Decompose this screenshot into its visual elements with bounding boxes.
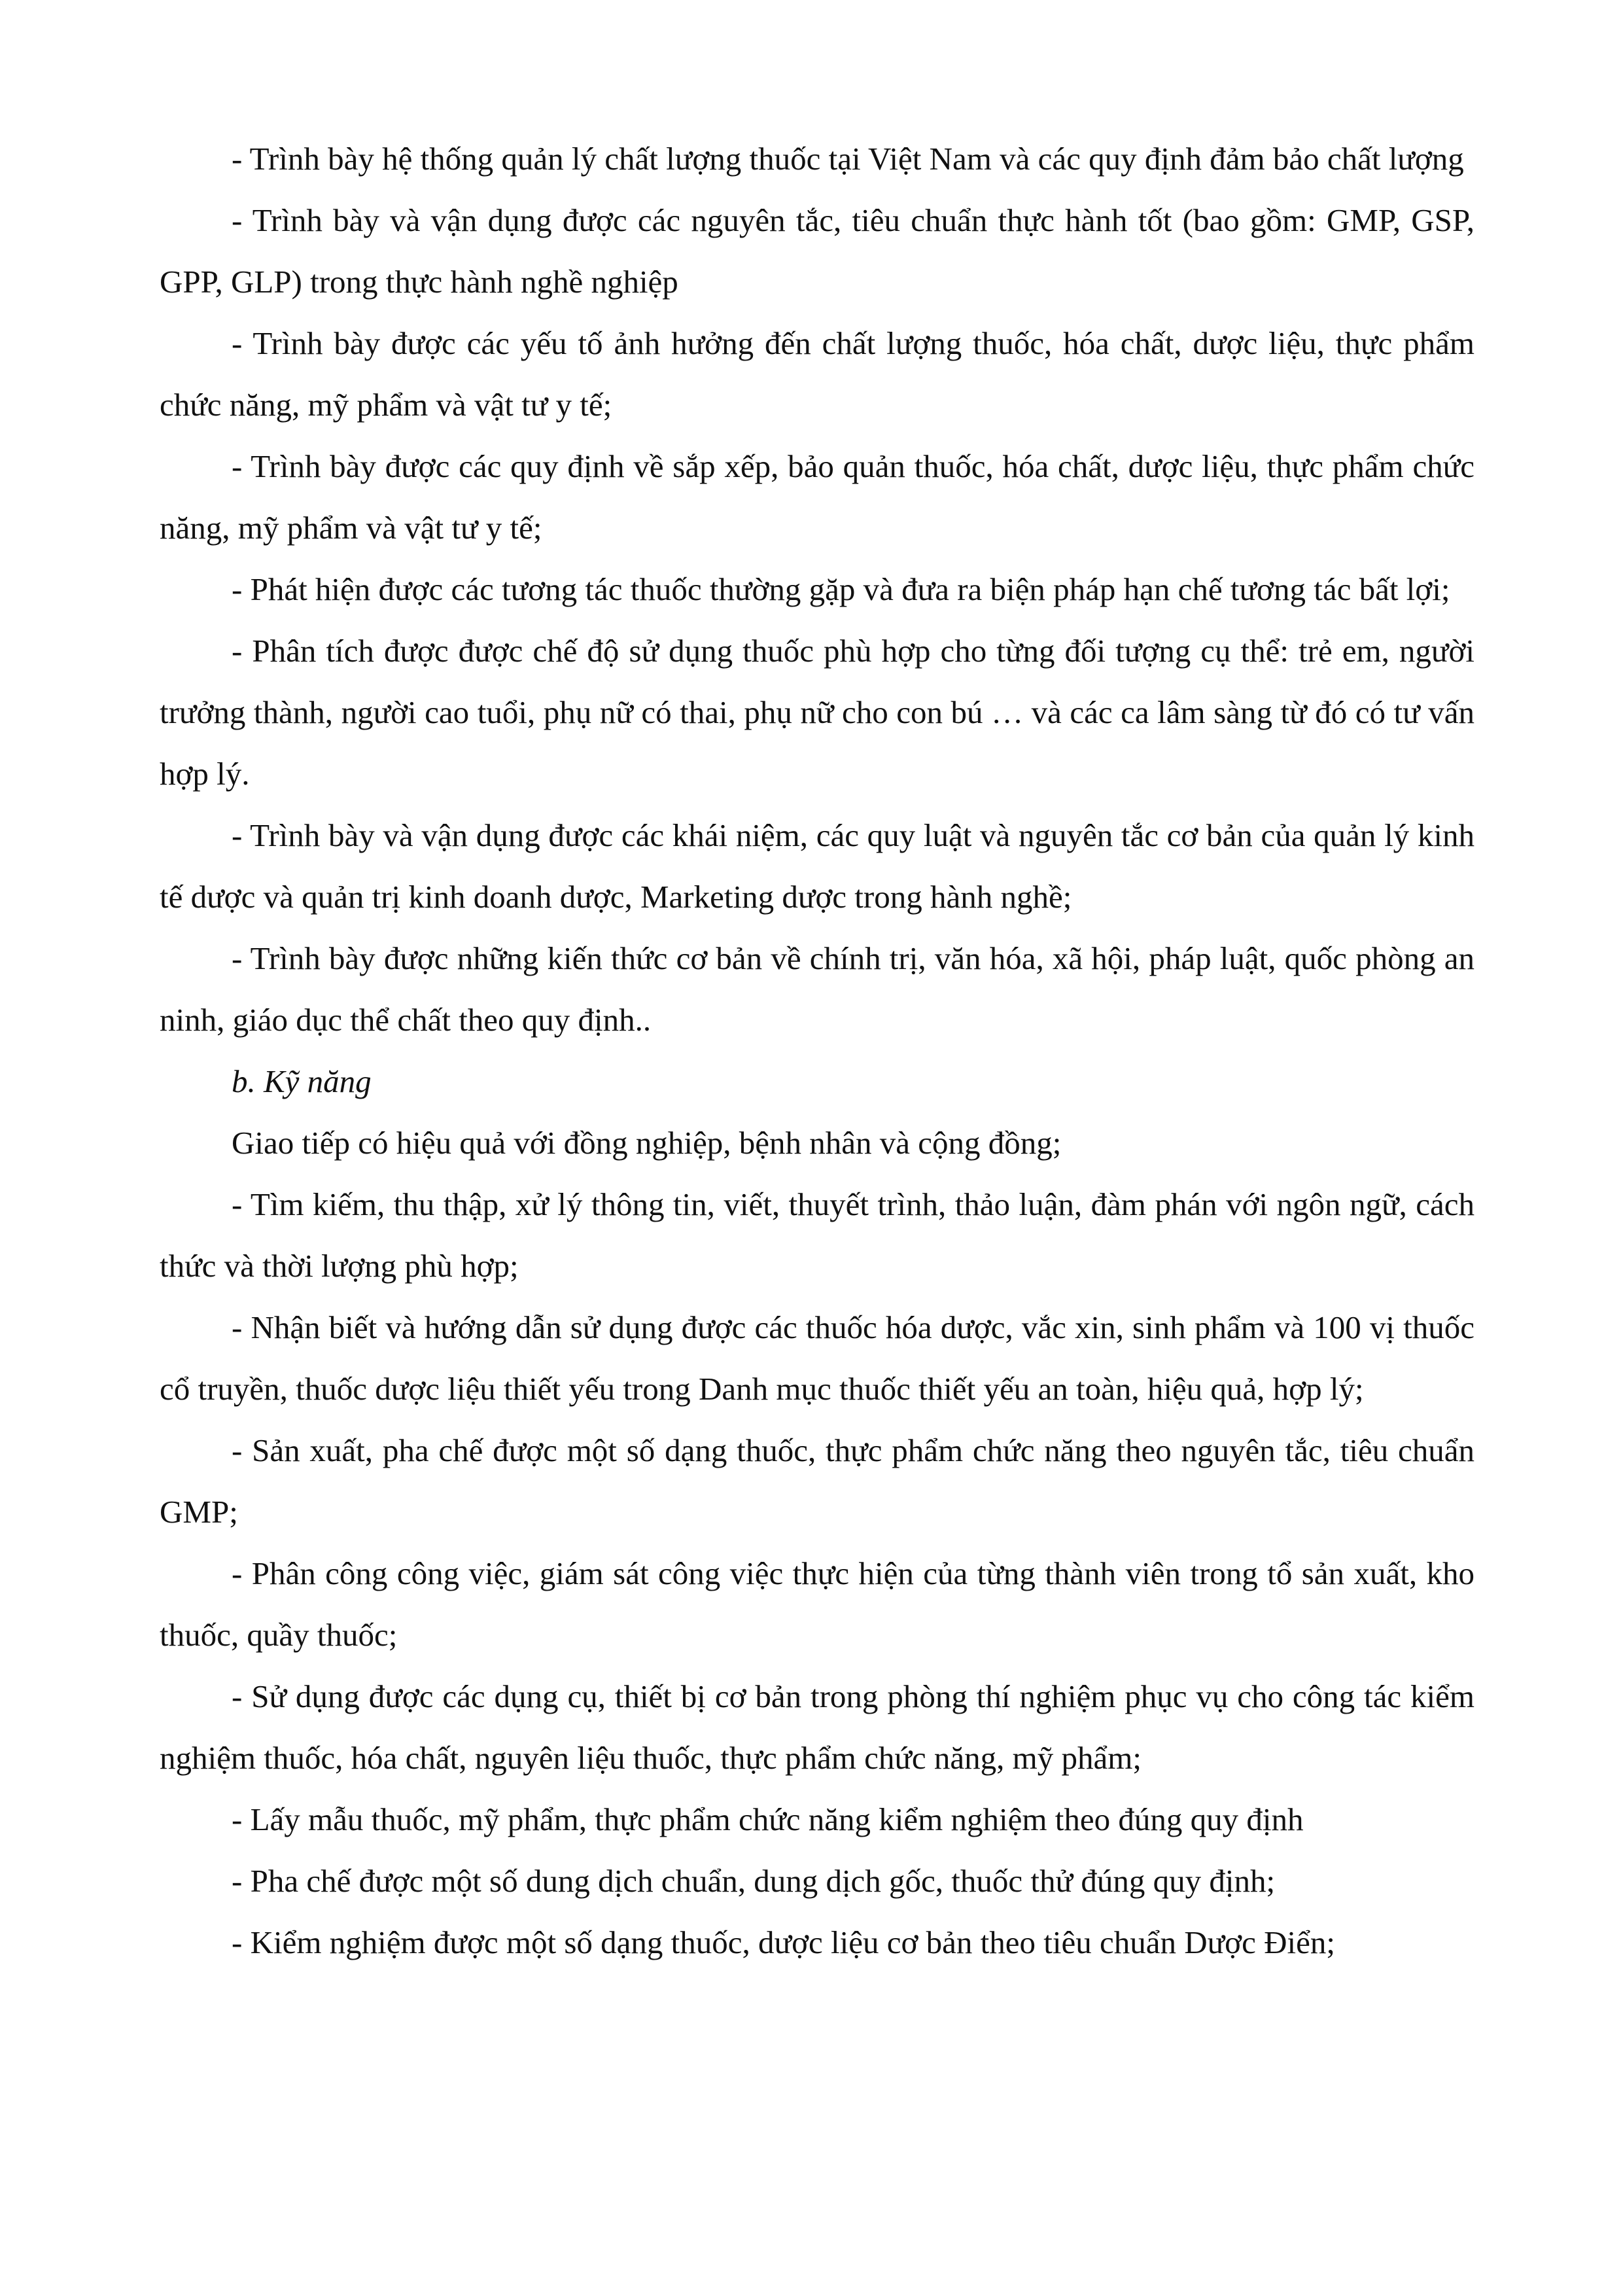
knowledge-item: - Trình bày và vận dụng được các khái niệm, các quy luật và nguyên tắc cơ bản của quản lý kinh tế dược và quản trị kinh doanh dược, Marketing dược trong hành nghề;: [160, 817, 1475, 915]
knowledge-item: - Trình bày và vận dụng được các nguyên tắc, tiêu chuẩn thực hành tốt (bao gồm: GMP, GSP, GPP, GLP) trong thực hành nghề nghiệp: [160, 202, 1475, 300]
knowledge-item: - Trình bày được những kiến thức cơ bản về chính trị, văn hóa, xã hội, pháp luật, quốc phòng an ninh, giáo dục thể chất theo quy định..: [160, 940, 1475, 1038]
knowledge-item: - Phát hiện được các tương tác thuốc thường gặp và đưa ra biện pháp hạn chế tương tác bất lợi;: [232, 571, 1450, 607]
skill-item: - Sản xuất, pha chế được một số dạng thuốc, thực phẩm chức năng theo nguyên tắc, tiêu chuẩn GMP;: [160, 1432, 1475, 1530]
knowledge-item: - Trình bày được các yếu tố ảnh hưởng đến chất lượng thuốc, hóa chất, dược liệu, thực phẩm chức năng, mỹ phẩm và vật tư y tế;: [160, 325, 1475, 423]
skills-intro: Giao tiếp có hiệu quả với đồng nghiệp, bệnh nhân và cộng đồng;: [232, 1125, 1062, 1161]
skill-item: - Kiểm nghiệm được một số dạng thuốc, dược liệu cơ bản theo tiêu chuẩn Dược Điển;: [232, 1924, 1335, 1960]
skill-item: - Lấy mẫu thuốc, mỹ phẩm, thực phẩm chức năng kiểm nghiệm theo đúng quy định: [232, 1801, 1304, 1837]
skill-item: - Nhận biết và hướng dẫn sử dụng được các thuốc hóa dược, vắc xin, sinh phẩm và 100 vị thuốc cổ truyền, thuốc dược liệu thiết yếu trong Danh mục thuốc thiết yếu an toàn, hiệu quả, hợp lý;: [160, 1309, 1475, 1407]
section-heading-skills: b. Kỹ năng: [232, 1063, 372, 1099]
skill-item: - Pha chế được một số dung dịch chuẩn, dung dịch gốc, thuốc thử đúng quy định;: [232, 1863, 1276, 1899]
skill-item: - Phân công công việc, giám sát công việc thực hiện của từng thành viên trong tổ sản xuất, kho thuốc, quầy thuốc;: [160, 1555, 1475, 1653]
knowledge-item: - Trình bày được các quy định về sắp xếp, bảo quản thuốc, hóa chất, dược liệu, thực phẩm chức năng, mỹ phẩm và vật tư y tế;: [160, 448, 1475, 546]
document-body: [160, 128, 1475, 1973]
knowledge-item: - Phân tích được được chế độ sử dụng thuốc phù hợp cho từng đối tượng cụ thể: trẻ em, người trưởng thành, người cao tuổi, phụ nữ có thai, phụ nữ cho con bú … và các ca lâm sàng từ đó có tư vấn hợp lý.: [160, 633, 1475, 792]
skill-item: - Tìm kiếm, thu thập, xử lý thông tin, viết, thuyết trình, thảo luận, đàm phán với ngôn ngữ, cách thức và thời lượng phù hợp;: [160, 1186, 1475, 1284]
knowledge-item: - Trình bày hệ thống quản lý chất lượng thuốc tại Việt Nam và các quy định đảm bảo chất lượng: [232, 141, 1464, 177]
skill-item: - Sử dụng được các dụng cụ, thiết bị cơ bản trong phòng thí nghiệm phục vụ cho công tác kiểm nghiệm thuốc, hóa chất, nguyên liệu thuốc, thực phẩm chức năng, mỹ phẩm;: [160, 1678, 1475, 1776]
